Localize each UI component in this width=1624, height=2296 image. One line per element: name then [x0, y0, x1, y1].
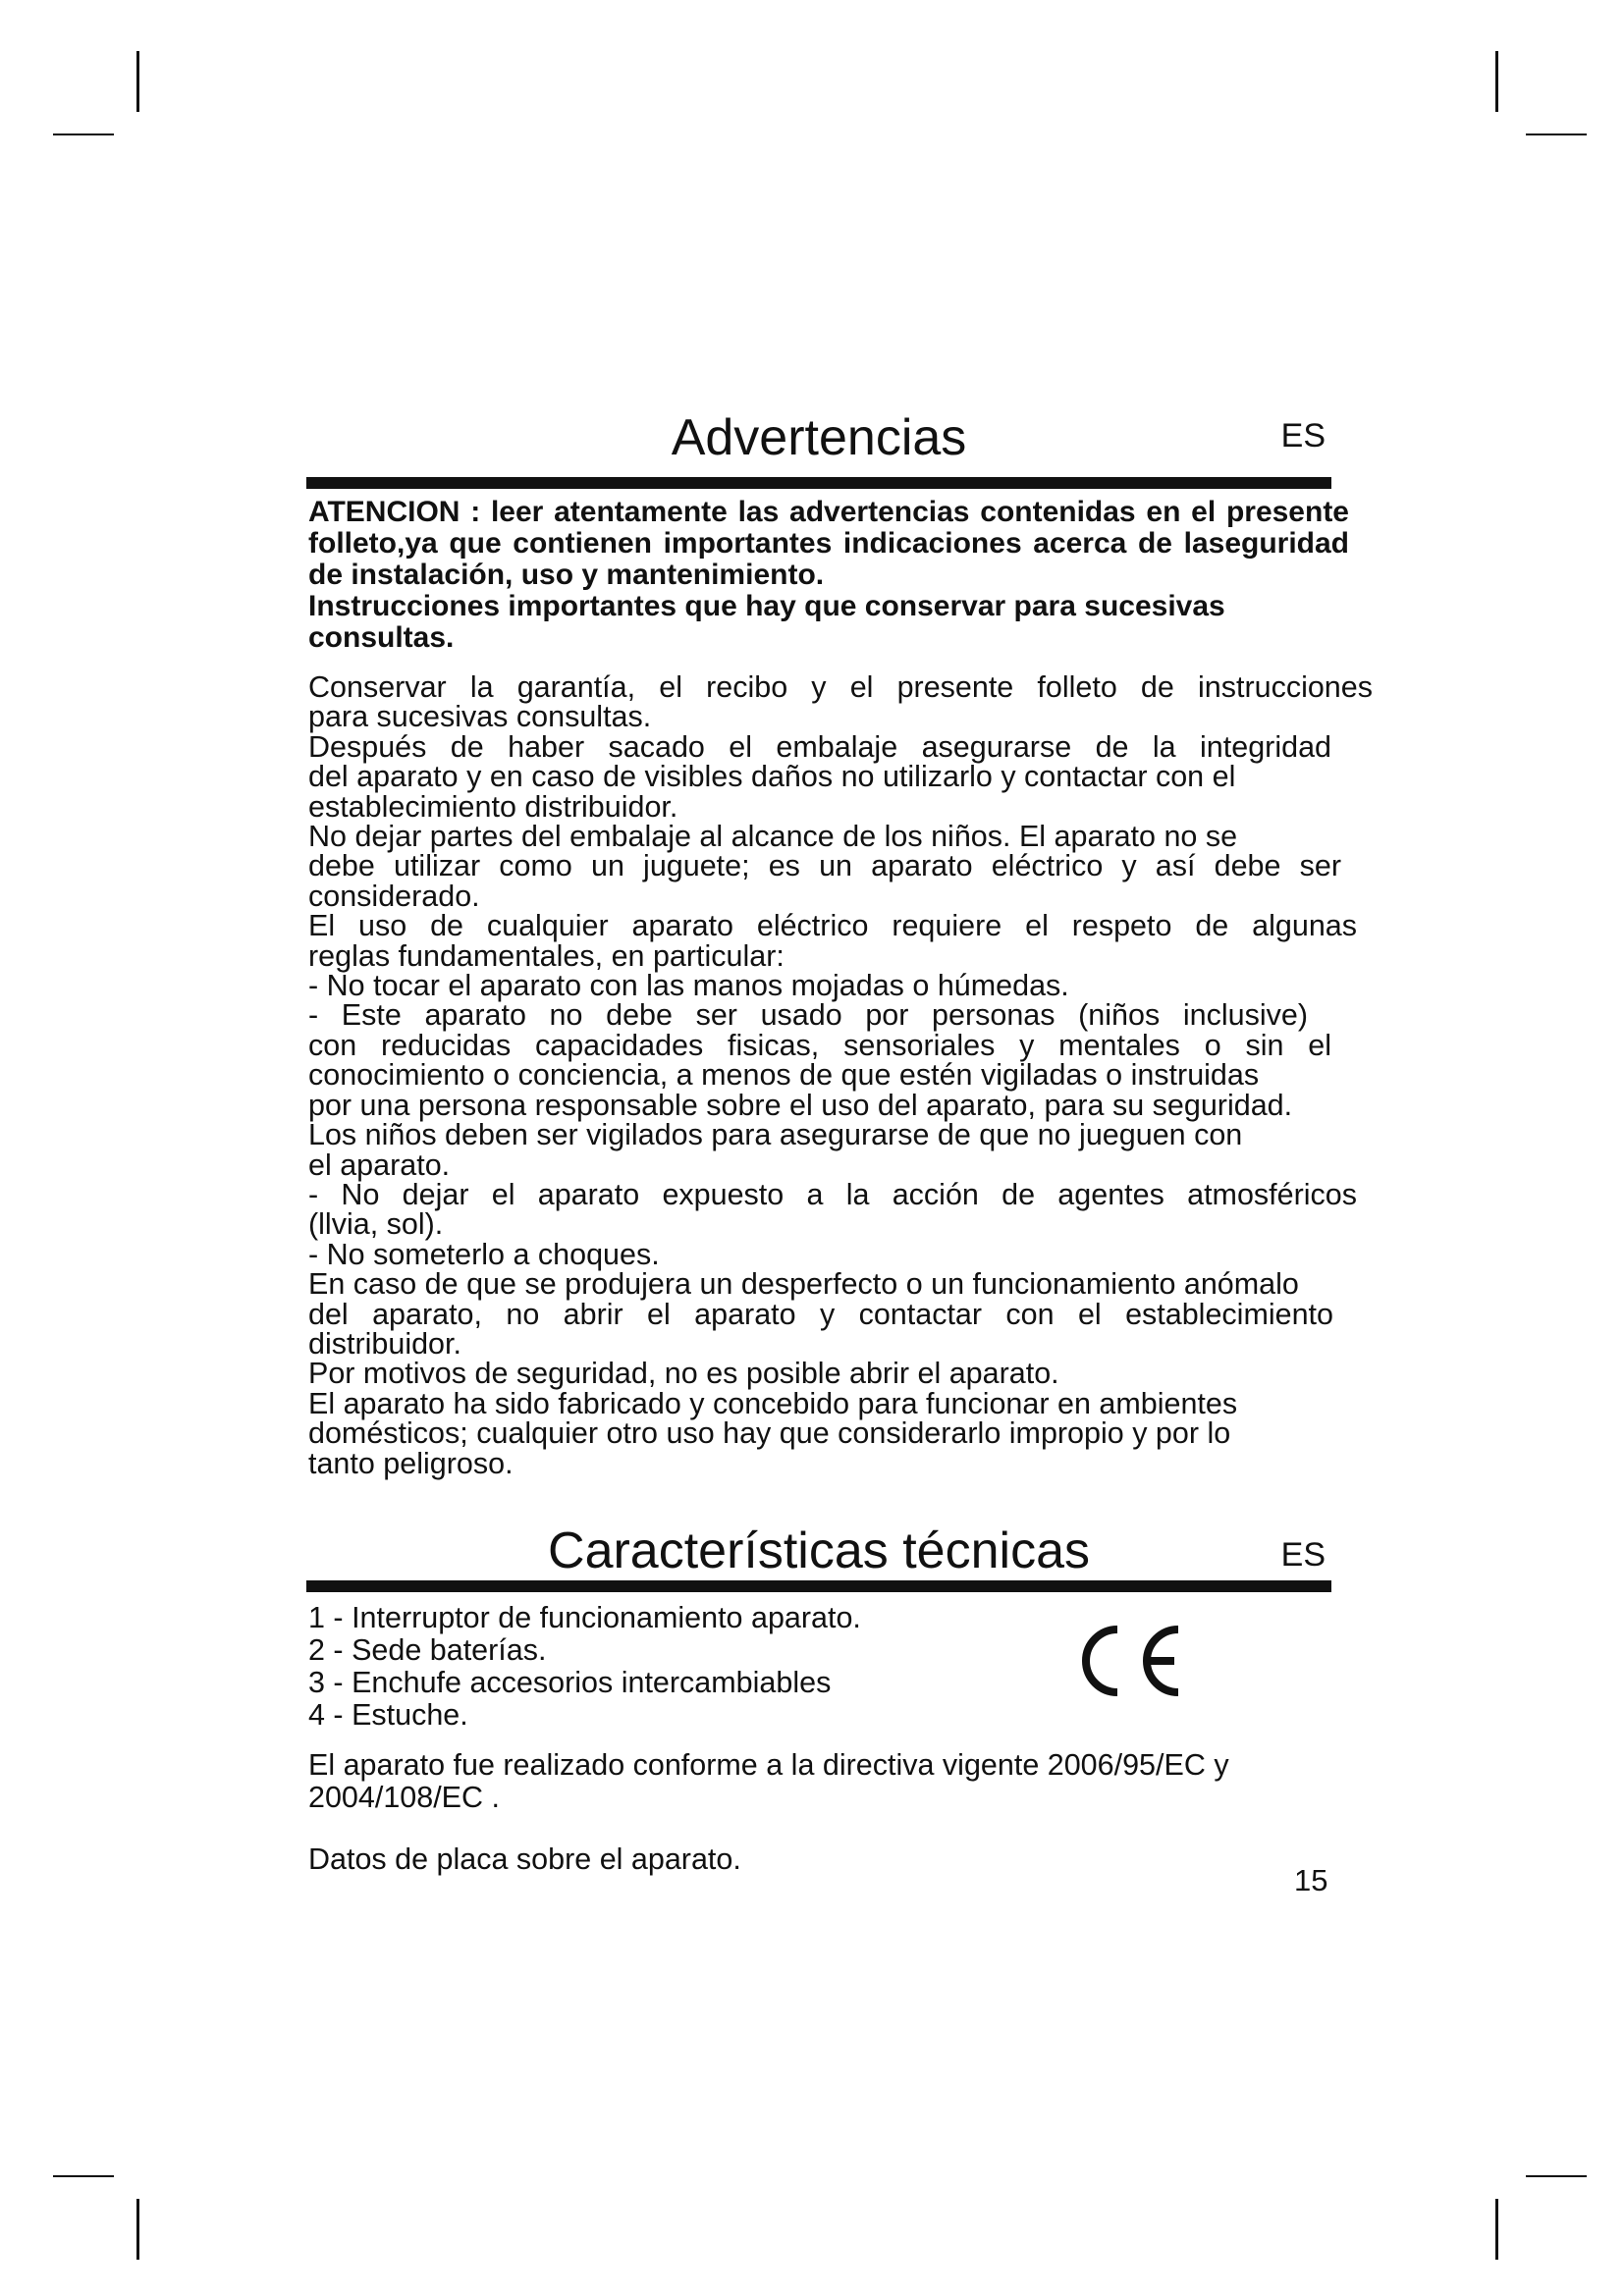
attention-paragraph: ATENCION : leer atentamente las advertencias contenidas en el presente folleto,ya que contienen importantes indicaciones acerca de laseguridad de instalación, uso y mantenimiento. — [308, 496, 1349, 591]
text-line: para sucesivas consultas. — [308, 700, 652, 734]
text-line: considerado. — [308, 879, 480, 913]
language-code: ES — [1280, 417, 1326, 454]
text-line: reglas fundamentales, en particular: — [308, 938, 785, 973]
crop-mark — [1495, 51, 1498, 112]
text-line: del aparato, no abrir el aparato y contactar con el establecimiento — [308, 1297, 1333, 1331]
text-line: - No tocar el aparato con las manos mojadas o húmedas. — [308, 969, 1069, 1003]
keep-instructions-paragraph: Instrucciones importantes que hay que conservar para sucesivas consultas. — [308, 590, 1225, 654]
crop-mark — [1526, 2175, 1587, 2177]
specs-list — [308, 1602, 861, 1732]
warnings-header — [306, 404, 1331, 493]
crop-mark — [53, 133, 114, 135]
text-line: - No dejar el aparato expuesto a la acción de agentes atmosféricos — [308, 1177, 1357, 1211]
attention-notice — [308, 497, 1349, 654]
list-item: 3 - Enchufe accesorios intercambiables — [308, 1666, 832, 1699]
text-line: - Este aparato no debe ser usado por personas (niños inclusive) — [308, 998, 1308, 1033]
text-line: No dejar partes del embalaje al alcance de los niños. El aparato no se — [308, 820, 1238, 854]
text-line: En caso de que se produjera un desperfecto o un funcionamiento anómalo — [308, 1267, 1299, 1302]
directive-text: El aparato fue realizado conforme a la directiva vigente 2006/95/EC y 2004/108/EC . — [308, 1748, 1229, 1814]
text-line: distribuidor. — [308, 1326, 461, 1361]
rating-plate-text: Datos de placa sobre el aparato. — [308, 1842, 741, 1876]
text-line: - No someterlo a choques. — [308, 1237, 660, 1271]
text-line: con reducidas capacidades fisicas, sensoriales y mentales o sin el — [308, 1028, 1331, 1062]
title-rule — [306, 477, 1331, 489]
text-line: (llvia, sol). — [308, 1207, 444, 1242]
specs-language-code: ES — [1280, 1536, 1326, 1574]
ce-mark-icon — [1074, 1622, 1184, 1700]
list-item: 2 - Sede baterías. — [308, 1633, 547, 1667]
text-line: Después de haber sacado el embalaje asegurarse de la integridad — [308, 729, 1331, 764]
text-line: El aparato ha sido fabricado y concebido para funcionar en ambientes — [308, 1386, 1238, 1420]
text-line: el aparato. — [308, 1148, 451, 1182]
crop-mark — [136, 2199, 139, 2260]
text-line: Los niños deben ser vigilados para asegurarse de que no jueguen con — [308, 1118, 1243, 1152]
text-line: establecimiento distribuidor. — [308, 789, 678, 824]
page-title: Advertencias — [671, 409, 967, 466]
text-line: domésticos; cualquier otro uso hay que considerarlo impropio y por lo — [308, 1416, 1231, 1451]
page-number: 15 — [1294, 1863, 1328, 1897]
text-line: conocimiento o conciencia, a menos de que estén vigiladas o instruidas — [308, 1058, 1260, 1093]
crop-mark — [1526, 133, 1587, 135]
specs-rule — [306, 1580, 1331, 1592]
crop-mark — [136, 51, 139, 112]
specs-header — [306, 1522, 1331, 1600]
specs-title: Características técnicas — [548, 1522, 1090, 1579]
text-line: del aparato y en caso de visibles daños no utilizarlo y contactar con el — [308, 760, 1236, 794]
text-line: debe utilizar como un juguete; es un aparato eléctrico y así debe ser — [308, 849, 1341, 883]
text-line: Por motivos de seguridad, no es posible abrir el aparato. — [308, 1357, 1059, 1391]
text-line: Conservar la garantía, el recibo y el presente folleto de instrucciones — [308, 670, 1373, 704]
text-line: El uso de cualquier aparato eléctrico requiere el respeto de algunas — [308, 909, 1357, 943]
text-line: tanto peligroso. — [308, 1446, 514, 1480]
crop-mark — [53, 2175, 114, 2177]
text-line: por una persona responsable sobre el uso del aparato, para su seguridad. — [308, 1088, 1293, 1122]
warnings-body — [308, 672, 1379, 1478]
list-item: 1 - Interruptor de funcionamiento aparato. — [308, 1601, 861, 1634]
list-item: 4 - Estuche. — [308, 1698, 468, 1732]
crop-mark — [1495, 2199, 1498, 2260]
